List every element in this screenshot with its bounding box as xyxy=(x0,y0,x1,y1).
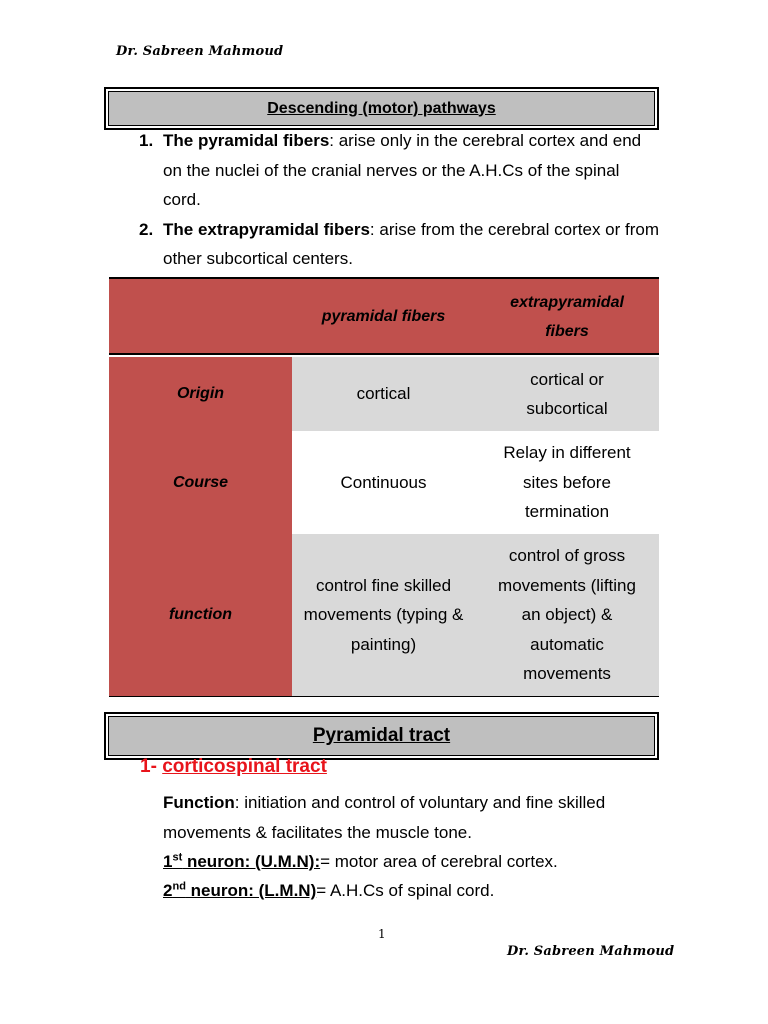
section-number: 1- xyxy=(140,756,157,777)
section-heading xyxy=(140,756,327,778)
neuron1-text: = motor area of cerebral cortex. xyxy=(320,852,558,871)
section-banner-descending-pathways xyxy=(104,87,659,130)
first-neuron-line xyxy=(163,847,663,877)
list-number: 2. xyxy=(139,219,154,239)
section-banner-pyramidal-tract xyxy=(104,712,659,760)
function-paragraph xyxy=(163,788,663,847)
function-text: : initiation and control of voluntary and fine skilled movements & facilitates the muscle tone. xyxy=(163,793,606,842)
neuron2-number: 2 xyxy=(163,881,173,900)
neuron1-label: neuron: (U.M.N): xyxy=(182,852,321,871)
list-item-term: The extrapyramidal fibers xyxy=(163,219,370,239)
row-label-origin: Origin xyxy=(176,385,225,403)
banner-title: Pyramidal tract xyxy=(108,716,655,756)
second-neuron-line xyxy=(163,876,663,906)
page-number: 1 xyxy=(378,927,386,941)
neuron1-number: 1 xyxy=(163,852,173,871)
function-extrapyramidal: control of gross movements (lifting an object) & automatic movements xyxy=(475,534,659,696)
list-item-text: : arise only in the cerebral cortex and end on the nuclei of the cranial nerves or the A.H.Cs of the spinal cord. xyxy=(163,131,642,209)
list-item-term: The pyramidal fibers xyxy=(163,131,330,150)
header-extrapyramidal-fibers: extrapyramidal fibers xyxy=(510,293,624,340)
list-number: 1. xyxy=(139,131,154,150)
banner-title: Descending (motor) pathways xyxy=(108,91,655,126)
header-author: Dr. Sabreen Mahmoud xyxy=(116,44,284,59)
header-pyramidal-fibers: pyramidal fibers xyxy=(321,308,446,326)
function-pyramidal: control fine skilled movements (typing & painting) xyxy=(292,534,475,696)
neuron2-superscript: nd xyxy=(172,880,186,893)
list-item xyxy=(139,215,659,274)
neuron2-text: = A.H.Cs of spinal cord. xyxy=(316,881,495,900)
row-label-function: function xyxy=(168,606,233,624)
origin-extrapyramidal: cortical or subcortical xyxy=(475,357,659,431)
footer-author: Dr. Sabreen Mahmoud xyxy=(507,944,675,959)
neuron1-superscript: st xyxy=(172,851,183,864)
section-title: corticospinal tract xyxy=(162,756,327,777)
list-item-text: : arise from the cerebral cortex or from other subcortical centers. xyxy=(163,219,660,268)
neuron2-label: neuron: (L.M.N) xyxy=(185,881,317,900)
fiber-types-list xyxy=(139,126,659,274)
list-item xyxy=(139,126,659,215)
origin-pyramidal: cortical xyxy=(292,357,475,431)
course-extrapyramidal: Relay in different sites before termination xyxy=(503,443,631,522)
comparison-table xyxy=(109,277,659,697)
function-label: Function xyxy=(163,793,235,812)
course-pyramidal: Continuous xyxy=(340,472,427,492)
row-label-course: Course xyxy=(172,473,229,491)
